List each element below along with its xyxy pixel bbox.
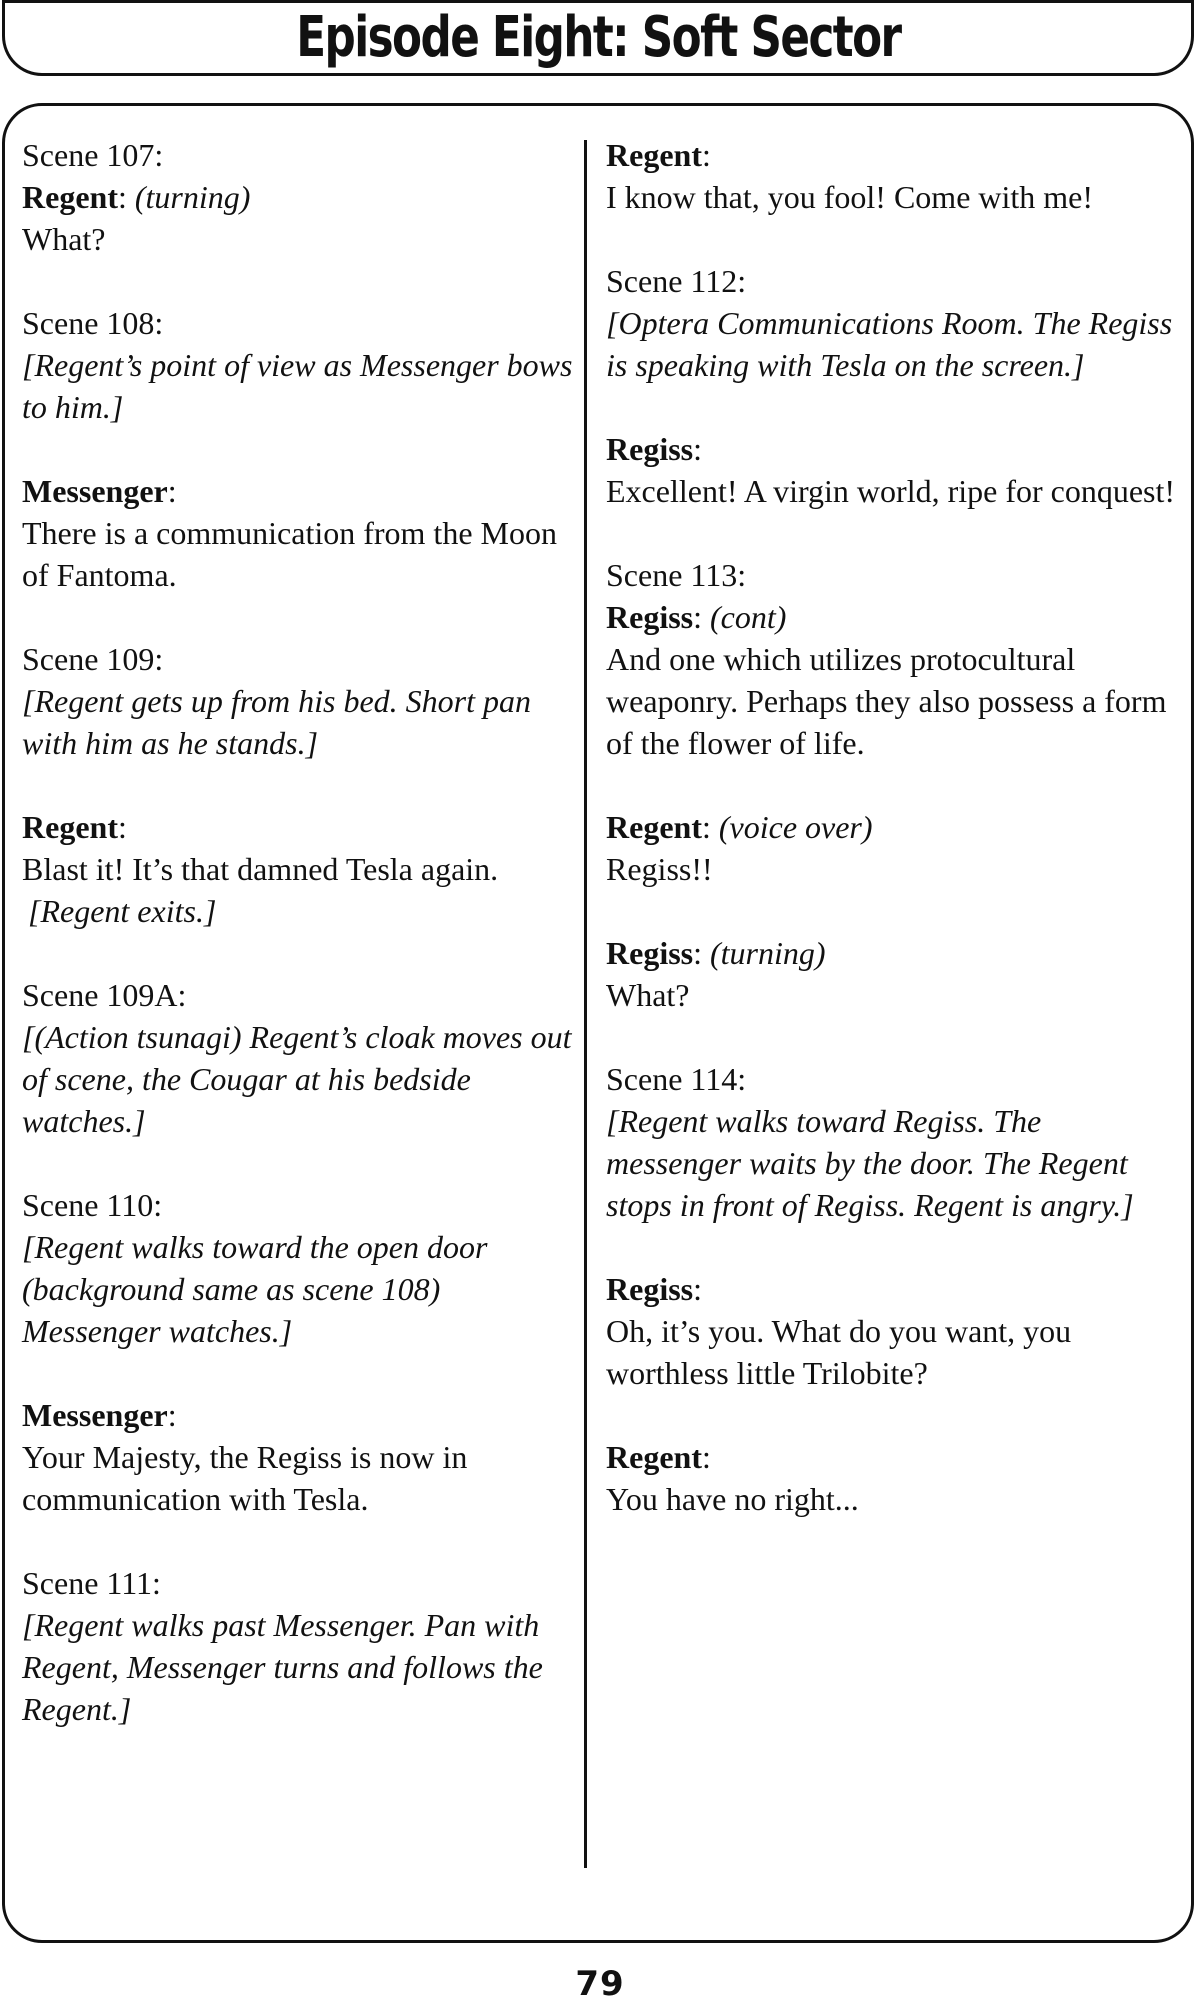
scene-heading: Scene 109A:: [22, 977, 187, 1013]
script-block: [22, 302, 574, 428]
scene-heading: Scene 108:: [22, 305, 164, 341]
speaker-name: Regiss: [606, 431, 694, 467]
dialogue-line: And one which utilizes protocultural weaponry. Perhaps they also possess a form of the flower of life.: [606, 641, 1167, 761]
script-block: Scene 107: Regent: (turning) What?: [22, 134, 574, 260]
scene-heading: Scene 109:: [22, 641, 164, 677]
dialogue-line: I know that, you fool! Come with me!: [606, 179, 1094, 215]
dialogue-line: What?: [606, 977, 690, 1013]
stage-direction: [Optera Communications Room. The Regiss is speaking with Tesla on the screen.]: [606, 305, 1173, 383]
scene-heading: Scene 107:: [22, 137, 164, 173]
dialogue-line: Excellent! A virgin world, ripe for conquest!: [606, 473, 1176, 509]
scene-heading: Scene 113:: [606, 557, 747, 593]
script-block: Regiss: Oh, it’s you. What do you want, you worthless little Trilobite?: [606, 1268, 1178, 1394]
speaker-name: Regiss: [606, 599, 694, 635]
dialogue-line: Regiss!!: [606, 851, 713, 887]
stage-direction: [(Action tsunagi) Regent’s cloak moves out of scene, the Cougar at his bedside watches.]: [22, 1019, 572, 1139]
dialogue-line: What?: [22, 221, 106, 257]
scene-heading: Scene 114:: [606, 1061, 747, 1097]
dialogue-line: Oh, it’s you. What do you want, you worthless little Trilobite?: [606, 1313, 1072, 1391]
left-column: [22, 134, 574, 1772]
page-number: 79: [575, 1964, 625, 2004]
script-block: Regiss: Excellent! A virgin world, ripe for conquest!: [606, 428, 1178, 512]
dialogue-line: Your Majesty, the Regiss is now in communication with Tesla.: [22, 1439, 468, 1517]
dialogue-line: There is a communication from the Moon of Fantoma.: [22, 515, 557, 593]
dialogue-line: You have no right...: [606, 1481, 859, 1517]
script-block: Regent: (voice over) Regiss!!: [606, 806, 1178, 890]
dialogue-line: Blast it! It’s that damned Tesla again.: [22, 851, 499, 887]
script-block: Messenger: Your Majesty, the Regiss is now in communication with Tesla.: [22, 1394, 574, 1520]
script-block: [22, 638, 574, 764]
right-column: [606, 134, 1178, 1562]
script-block: Regent: I know that, you fool! Come with me!: [606, 134, 1178, 218]
scene-heading: Scene 110:: [22, 1187, 163, 1223]
script-block: [22, 1184, 574, 1352]
stage-direction: [Regent’s point of view as Messenger bows to him.]: [22, 347, 573, 425]
stage-direction: (turning): [710, 935, 826, 971]
speaker-name: Regent: [22, 809, 118, 845]
speaker-name: Regent: [606, 809, 702, 845]
title-banner: [2, 0, 1194, 76]
stage-direction: [Regent gets up from his bed. Short pan with him as he stands.]: [22, 683, 531, 761]
speaker-name: Regent: [606, 1439, 702, 1475]
script-block: [22, 974, 574, 1142]
speaker-name: Messenger: [22, 473, 168, 509]
script-block: [606, 1058, 1178, 1226]
stage-direction: (voice over): [718, 809, 873, 845]
stage-direction: [Regent walks toward Regiss. The messenger waits by the door. The Regent stops in front of Regiss. Regent is angry.]: [606, 1103, 1134, 1223]
stage-direction: [Regent walks toward the open door (background same as scene 108) Messenger watches.]: [22, 1229, 488, 1349]
script-block: Regent: You have no right...: [606, 1436, 1178, 1520]
script-block: Messenger: There is a communication from the Moon of Fantoma.: [22, 470, 574, 596]
column-divider: [584, 140, 587, 1868]
stage-direction: (turning): [134, 179, 251, 215]
speaker-name: Regent: [22, 179, 118, 215]
speaker-name: Regent: [606, 137, 702, 173]
script-block: Regent: Blast it! It’s that damned Tesla again. [Regent exits.]: [22, 806, 574, 932]
script-block: [606, 260, 1178, 386]
speaker-name: Regiss: [606, 935, 694, 971]
stage-direction: [Regent walks past Messenger. Pan with Regent, Messenger turns and follows the Regent.]: [22, 1607, 543, 1727]
script-block: Scene 113: Regiss: (cont) And one which utilizes protocultural weaponry. Perhaps they also possess a form of the flower of life.: [606, 554, 1178, 764]
scene-heading: Scene 111:: [22, 1565, 161, 1601]
stage-direction: (cont): [710, 599, 787, 635]
script-block: Regiss: (turning) What?: [606, 932, 1178, 1016]
stage-direction: [Regent exits.]: [28, 893, 217, 929]
speaker-name: Regiss: [606, 1271, 694, 1307]
page-title: Episode Eight: Soft Sector: [295, 5, 901, 70]
speaker-name: Messenger: [22, 1397, 168, 1433]
scene-heading: Scene 112:: [606, 263, 747, 299]
script-block: [22, 1562, 574, 1730]
